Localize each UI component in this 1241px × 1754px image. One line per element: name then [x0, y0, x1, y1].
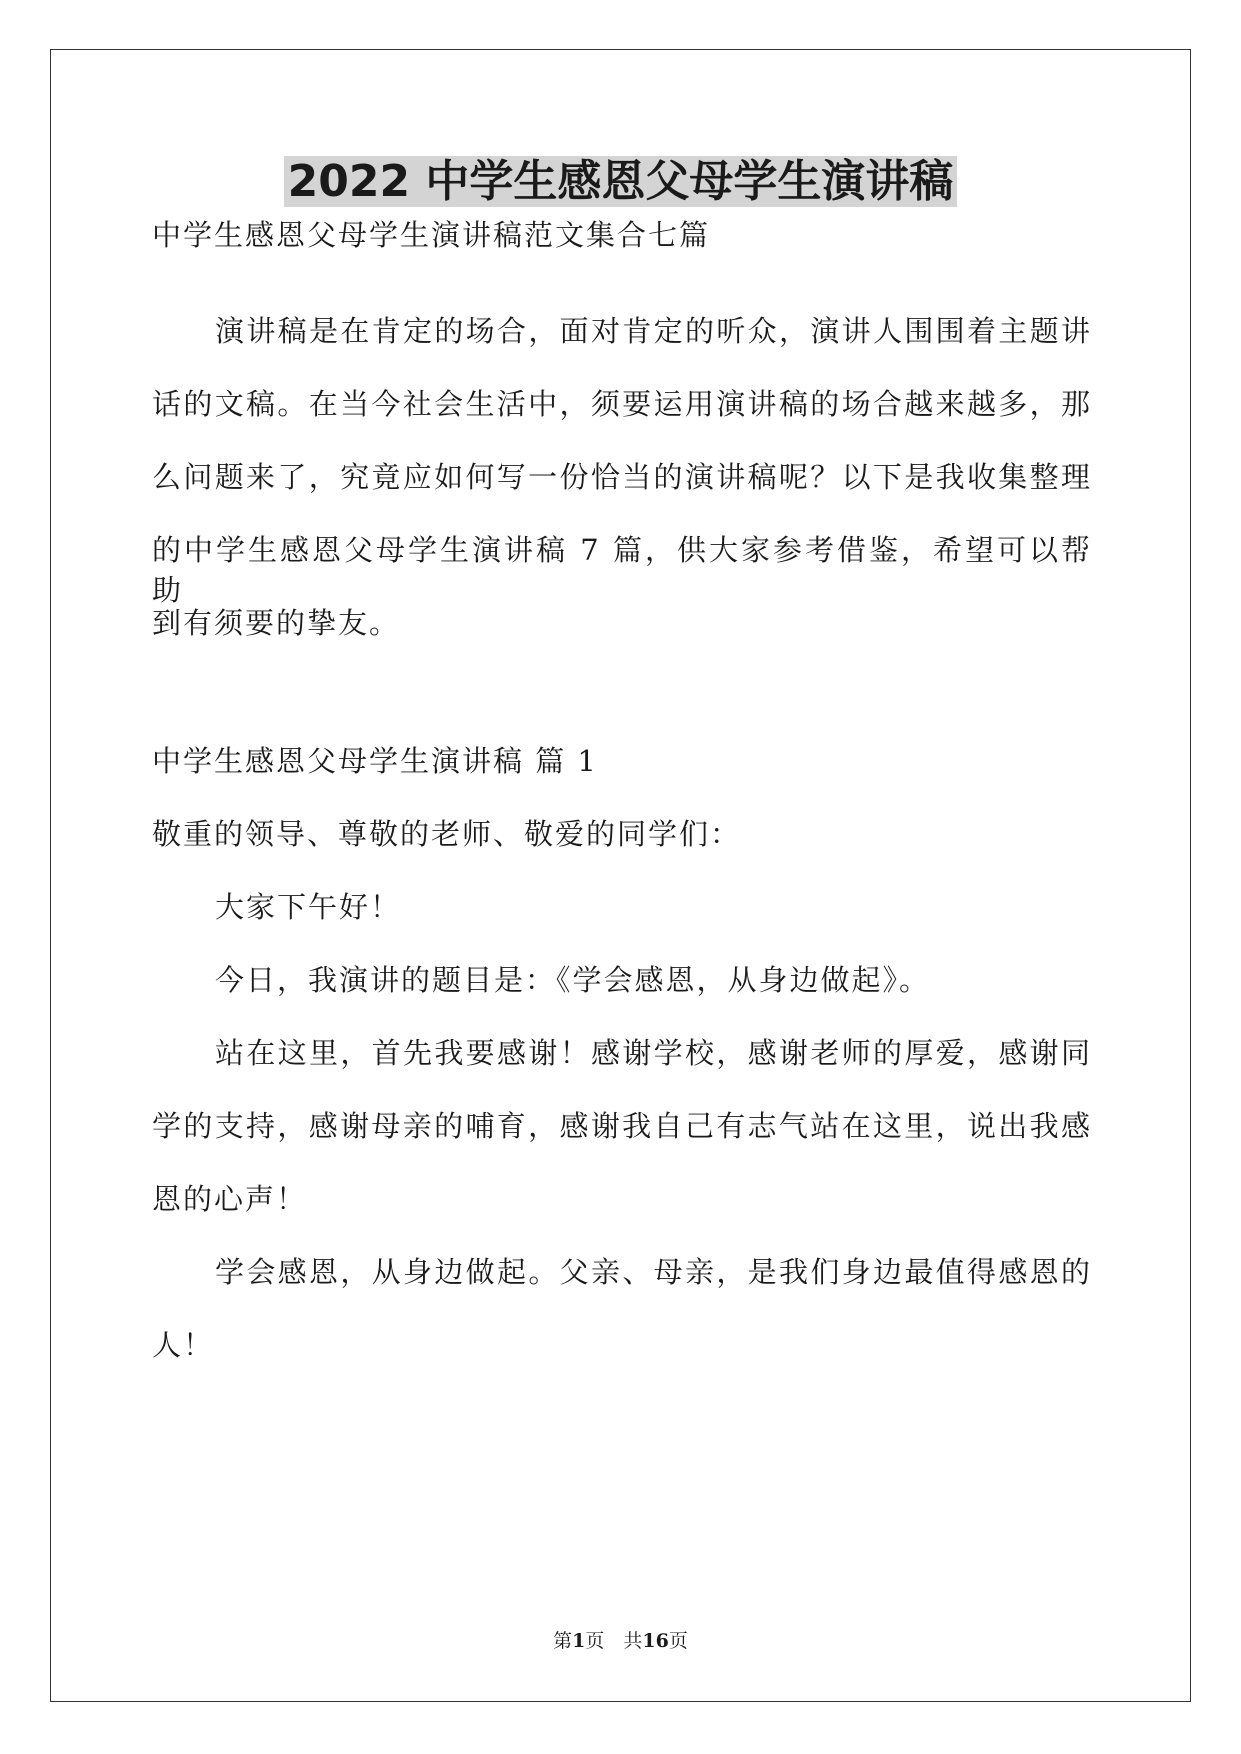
topic-line: 今日，我演讲的题目是：《学会感恩，从身边做起》。	[215, 963, 931, 997]
intro-line-5: 到有须要的挚友。	[152, 606, 401, 640]
document-title: 2022 中学生感恩父母学生演讲稿	[0, 152, 1241, 212]
salutation: 敬重的领导、尊敬的老师、敬爱的同学们：	[152, 817, 742, 851]
para1-line-1: 站在这里，首先我要感谢！感谢学校，感谢老师的厚爱，感谢同	[215, 1036, 1092, 1070]
page-border	[50, 49, 1191, 1702]
para2-line-2: 人！	[152, 1328, 215, 1362]
intro-line-4: 的中学生感恩父母学生演讲稿 7 篇，供大家参考借鉴，希望可以帮助	[152, 533, 1092, 607]
subtitle: 中学生感恩父母学生演讲稿范文集合七篇	[152, 218, 711, 252]
para1-line-2: 学的支持，感谢母亲的哺育，感谢我自己有志气站在这里，说出我感	[152, 1109, 1092, 1143]
intro-line-3: 么问题来了，究竟应如何写一份恰当的演讲稿呢？以下是我收集整理	[152, 460, 1092, 494]
intro-line-1: 演讲稿是在肯定的场合，面对肯定的听众，演讲人围围着主题讲	[215, 314, 1092, 348]
greeting: 大家下午好！	[215, 890, 402, 924]
page-total: 16	[642, 1630, 669, 1652]
section-heading: 中学生感恩父母学生演讲稿 篇 1	[152, 744, 598, 778]
page-number: 1	[572, 1630, 586, 1652]
para1-line-3: 恩的心声！	[152, 1182, 308, 1216]
intro-line-2: 话的文稿。在当今社会生活中，须要运用演讲稿的场合越来越多，那	[152, 387, 1092, 421]
para2-line-1: 学会感恩，从身边做起。父亲、母亲，是我们身边最值得感恩的	[215, 1255, 1092, 1289]
page-footer: 第1页 共16页	[553, 1630, 688, 1652]
